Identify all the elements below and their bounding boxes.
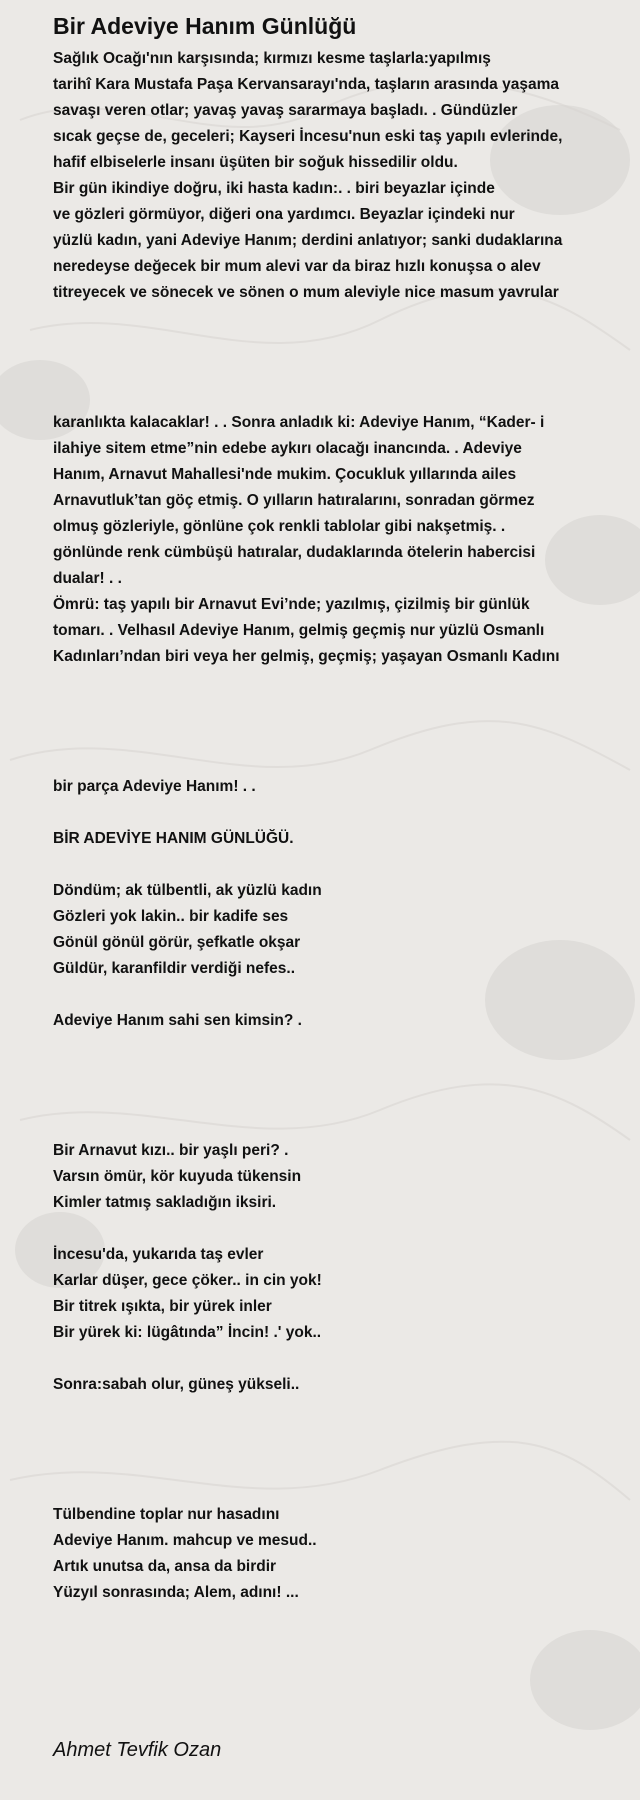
- text-line: Arnavutluk’tan göç etmiş. O yılların hatıralarını, sonradan görmez: [53, 492, 535, 509]
- text-line: tarihî Kara Mustafa Paşa Kervansarayı'nda, taşların arasında yaşama: [53, 76, 559, 93]
- stanza-2: [53, 1138, 600, 1216]
- text-line: olmuş gözleriyle, gönlüne çok renkli tablolar gibi nakşetmiş. .: [53, 518, 506, 535]
- stanza-morning: [53, 1372, 600, 1398]
- verse-line: Karlar düşer, gece çöker.. in cin yok!: [53, 1272, 322, 1289]
- text-line: Hanım, Arnavut Mahallesi'nde mukim. Çocukluk yıllarında ailes: [53, 466, 517, 483]
- text-line: bir parça Adeviye Hanım! . .: [53, 778, 256, 795]
- text-line: titreyecek ve sönecek ve sönen o mum aleviyle nice masum yavrular: [53, 284, 559, 301]
- text-line: dualar! . .: [53, 570, 122, 587]
- stanza-4: [53, 1502, 600, 1606]
- text-line: Bir gün ikindiye doğru, iki hasta kadın:. . biri beyazlar içinde: [53, 180, 495, 197]
- text-line: Kadınları’ndan biri veya her gelmiş, geçmiş; yaşayan Osmanlı Kadını: [53, 648, 560, 665]
- verse-line: Gözleri yok lakin.. bir kadife ses: [53, 908, 289, 925]
- verse-line: Kimler tatmış sakladığın iksiri.: [53, 1194, 277, 1211]
- stanza-1: [53, 878, 600, 982]
- text-line: neredeyse değecek bir mum alevi var da biraz hızlı konuşsa o alev: [53, 258, 541, 275]
- verse-line: Bir titrek ışıkta, bir yürek inler: [53, 1298, 272, 1315]
- text-line: sıcak geçse de, geceleri; Kayseri İncesu'nun eski taş yapılı evlerinde,: [53, 128, 563, 145]
- verse-line: Varsın ömür, kör kuyuda tükensin: [53, 1168, 302, 1185]
- prose-paragraph-3: [53, 774, 600, 800]
- text-line: hafif elbiselerle insanı üşüten bir soğuk hissedilir oldu.: [53, 154, 458, 171]
- stanza-3: [53, 1242, 600, 1346]
- text-line: savaşı veren otlar; yavaş yavaş sararmaya başladı. . Gündüzler: [53, 102, 518, 119]
- verse-line: Tülbendine toplar nur hasadını: [53, 1506, 280, 1523]
- stanza-question: [53, 1008, 600, 1034]
- text-line: ilahiye sitem etme”nin edebe aykırı olacağı inancında. . Adeviye: [53, 440, 522, 457]
- text-line: BİR ADEVİYE HANIM GÜNLÜĞÜ.: [53, 830, 294, 847]
- verse-line: Döndüm; ak tülbentli, ak yüzlü kadın: [53, 882, 322, 899]
- prose-paragraph-2: [53, 410, 600, 670]
- verse-line: Adeviye Hanım. mahcup ve mesud..: [53, 1532, 317, 1549]
- verse-line: Güldür, karanfildir verdiği nefes..: [53, 960, 296, 977]
- poem-heading: [53, 826, 600, 852]
- text-line: ve gözleri görmüyor, diğeri ona yardımcı. Beyazlar içindeki nur: [53, 206, 515, 223]
- text-line: tomarı. . Velhasıl Adeviye Hanım, gelmiş geçmiş nur yüzlü Osmanlı: [53, 622, 545, 639]
- verse-line: Bir yürek ki: lügâtında” İncin! .' yok..: [53, 1324, 322, 1341]
- verse-line: İncesu'da, yukarıda taş evler: [53, 1246, 264, 1263]
- verse-line: Bir Arnavut kızı.. bir yaşlı peri? .: [53, 1142, 289, 1159]
- poem-title: Bir Adeviye Hanım Günlüğü: [53, 13, 357, 39]
- prose-paragraph-1: [53, 46, 600, 306]
- text-line: yüzlü kadın, yani Adeviye Hanım; derdini anlatıyor; sanki dudaklarına: [53, 232, 563, 249]
- author-name: Ahmet Tevfik Ozan: [53, 1739, 222, 1761]
- text-line: gönlünde renk cümbüşü hatıralar, dudaklarında ötelerin habercisi: [53, 544, 536, 561]
- text-line: Ömrü: taş yapılı bir Arnavut Evi’nde; yazılmış, çizilmiş bir günlük: [53, 596, 530, 613]
- verse-line: Gönül gönül görür, şefkatle okşar: [53, 934, 301, 951]
- verse-line: Sonra:sabah olur, güneş yükseli..: [53, 1376, 300, 1393]
- verse-line: Yüzyıl sonrasında; Alem, adını! ...: [53, 1584, 299, 1601]
- verse-line: Adeviye Hanım sahi sen kimsin? .: [53, 1012, 302, 1029]
- text-line: Sağlık Ocağı'nın karşısında; kırmızı kesme taşlarla:yapılmış: [53, 50, 491, 67]
- text-line: karanlıkta kalacaklar! . . Sonra anladık ki: Adeviye Hanım, “Kader- i: [53, 414, 545, 431]
- verse-line: Artık unutsa da, ansa da birdir: [53, 1558, 277, 1575]
